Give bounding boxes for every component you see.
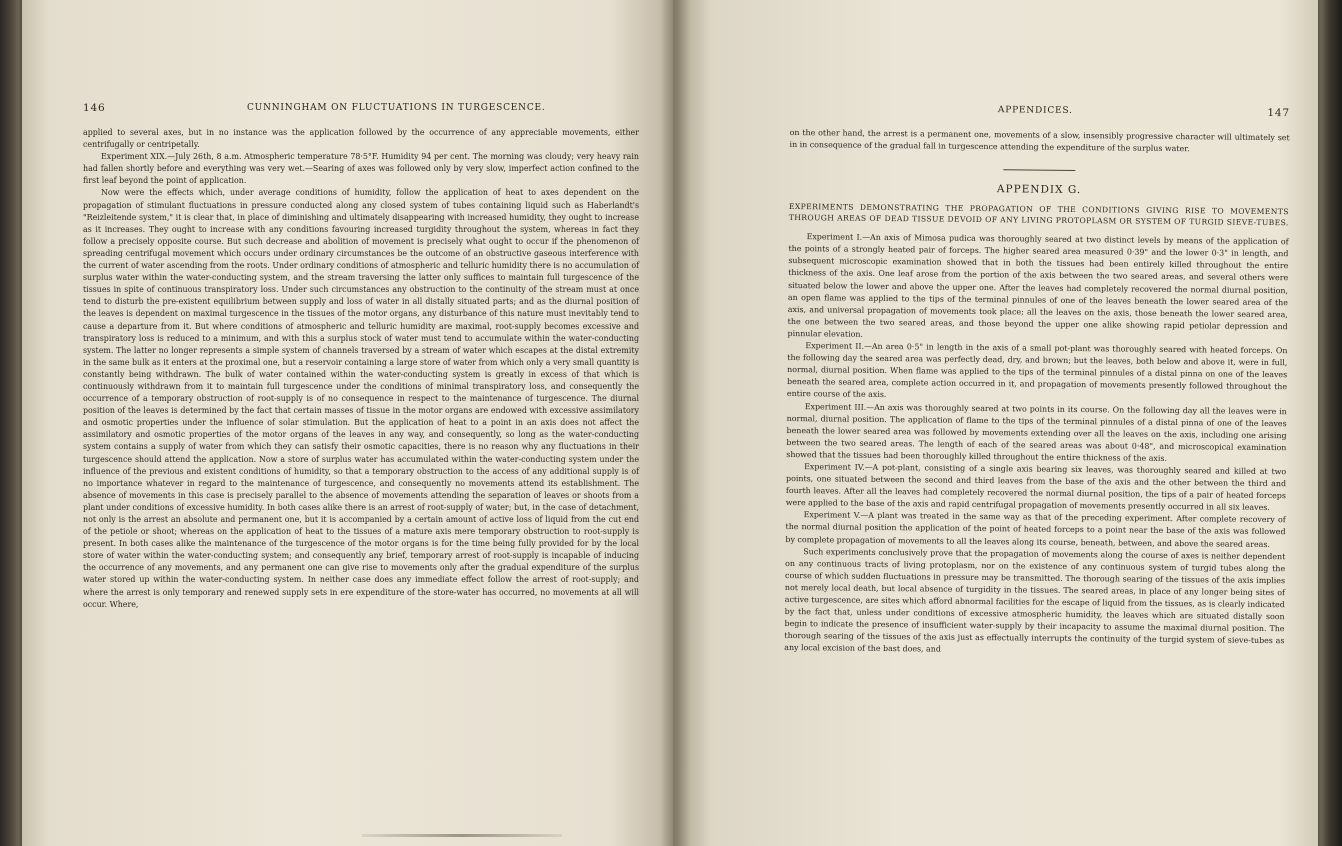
- section-divider-rule: [1003, 169, 1075, 171]
- right-page-edges: [1314, 0, 1342, 846]
- left-running-header: [83, 103, 639, 117]
- appendix-heading: APPENDIX G.: [996, 183, 1082, 197]
- left-running-title: CUNNINGHAM ON FLUCTUATIONS IN TURGESCENCE.: [247, 103, 546, 113]
- appendix-subheading: EXPERIMENTS DEMONSTRATING THE PROPAGATION OF THE CONDITIONS GIVING RISE TO MOVEMENTS THROUGH AREAS OF DEAD TISSUE DEVOID OF ANY LIVING PROTOPLASM OR SYSTEM OF TURGID SIEVE-TUBES.: [788, 202, 1289, 228]
- left-paragraph: applied to several axes, but in no instance was the application followed by the occurrence of any appreciable movements, either centrifugally or centripetally.: [83, 128, 639, 150]
- left-paragraph: Now were the effects which, under average conditions of humidity, follow the application of heat to axes dependent on the propagation of stimulant fluctuations in pressure conducted along any closed system of tubes containing liquid such as Haberlandt's "Reizleitende system," it is clear that, in place of diminishing and ultimately disappearing with increased humidity, they ought to increase as it increases. They ought to increase with any conditions favouring increased turgidity throughout the system, whereas in fact they follow a precisely opposite course. But such decrease and abolition of movement is precisely what ought to occur if the phenomenon of spreading centrifugal movement which occurs under ordinary circumstances be the outcome of an obstructive gaseous interference with the current of water ascending from the roots. Under ordinary conditions of atmospheric and telluric humidity there is no accumulation of surplus water within the water-conducting system, and the stream traversing the latter only suffices to maintain full turgescence of the tissues in spite of continuous transpiratory loss. Under such circumstances any obstruction to the continuity of the stream must at once tend to disturb the pre-existent equilibrium between supply and loss of water in all distally situated parts; and as the diurnal position of the leaves is dependent on maximal turgescence in the tissues of the motor organs, any disturbance of this nature must inevitably tend to cause a departure from it. But where conditions of atmospheric and telluric humidity are maximal, root-supply becomes excessive and transpiratory loss is reduced to a minimum, and with this a surplus stock of water must tend to accumulate within the water-conducting system. The latter no longer represents a simple system of channels traversed by a stream of water which escapes at the distal extremity in the same bulk as it enters at the proximal one, but a reservoir containing a large store of water from which only a very small quantity is constantly being withdrawn. The bulk of water contained within the water-conducting system is greatly in excess of that which is continuously withdrawn from it to maintain full turgescence under the conditions of minimal transpiratory loss, and consequently the occurrence of a temporary obstruction of root-supply is of no consequence in respect to the maintenance of turgescence. The diurnal position of the leaves is determined by the fact that certain masses of tissue in the motor organs are endowed with excessive assimilatory and osmotic properties under the influence of solar stimulation. But the application of heat to a point in an axis does not affect the assimilatory and osmotic properties of the motor organs of the leaves in any way, and consequently, so long as the water-conducting system contains a supply of water from which they can satisfy their osmotic capacities, there is no reason why any fluctuations in their turgescence should attend the application. Now a store of surplus water has accumulated within the water-conducting system under the influence of the previous and existent conditions of humidity, so that a temporary obstruction to the access of any additional supply is of no importance whatever in regard to the maintenance of turgescence, and consequently no movements attend its establishment. The absence of movements in this case is precisely parallel to the absence of movements attending the separation of leaves or shoots from a plant under conditions of excessive humidity. In both cases alike there is an arrest of root-supply of water; but, in the case of detachment, not only is the arrest an absolute and permanent one, but it is accompanied by a certain amount of active loss of liquid from the cut end of the petiole or shoot; whereas on the application of heat to the tissues of a mature axis mere temporary obstruction to root-supply is present. In both cases alike the maintenance of the turgescence of the motor organs is for the time being fully provided for by the local store of water within the water-conducting system; and consequently any brief, temporary arrest of root-supply is incapable of inducing the occurrence of any movements, and any permanent one can give rise to movements only after the gradual expenditure of the surplus water stored up within the water-conducting system. In neither case does any immediate effect follow the arrest of root-supply; and where the arrest is only temporary and renewed supply sets in ere expenditure of the store-water has occurred, no movements at all will occur. Where,: [83, 188, 639, 609]
- book-gutter-shadow: [660, 0, 690, 846]
- scan-artifact: [362, 834, 562, 837]
- left-text-column: [83, 103, 639, 611]
- right-paragraph: Such experiments conclusively prove that the propagation of movements along the course of axes is neither dependent on any continuous tracts of living protoplasm, nor on the existence of any continuous system of turgid tubes along the course of which sudden fluctuations in pressure may be transmitted. The thorough searing of the tissues of the axis implies not merely local death, but local absence of turgidity in the tissues. The seared areas, in place of any longer being sites of active turgescence, are sites which afford abnormal facilities for the escape of liquid from the tissues, as is clearly indicated by the fact that, unless under conditions of excessive atmospheric humidity, the leaves which are situated distally soon begin to indicate the presence of insufficient water-supply by their incapacity to assume the maximal diurnal position. The thorough searing of the tissues of the axis just as effectually interrupts the continuity of the turgid system of sieve-tubes as any local excision of the bast does, and: [784, 546, 1286, 654]
- left-paragraph: Experiment XIX.—July 26th, 8 a.m. Atmospheric temperature 78·5°F. Humidity 94 per cent. The morning was cloudy; very heavy rain had fallen shortly before and everything was very wet.—Searing of axes was followed only by very slow, imperfect action confined to the first leaf beyond the point of application.: [83, 152, 639, 186]
- right-paragraph: Experiment II.—An area 0·5" in length in the axis of a small pot-plant was thoroughly seared with heated forceps. On the following day the seared area was perfectly dead, dry, and brown; but the leaves, both below and above it, were in full, normal, diurnal position. When flame was applied to the tips of the terminal pinnules of a distal pinna on one of the leaves beneath the seared area, complete action occurred in it, and propagation of movements presently followed throughout the entire course of the axis.: [786, 341, 1288, 400]
- right-page-number: 147: [1267, 107, 1290, 120]
- left-page: [22, 0, 673, 846]
- left-page-number: 146: [83, 102, 106, 114]
- right-paragraph: Experiment IV.—A pot-plant, consisting of a single axis bearing six leaves, was thoroughly seared and killed at two points, one situated between the second and third leaves from the base of the axis and the other between the third and fourth leaves. After all the leaves had completely recovered the normal diurnal position, the tips of a pair of heated forceps were applied to the base of the axis and rapid centrifugal propagation of movements presently occurred in all six leaves.: [785, 462, 1287, 513]
- right-opening-paragraph: on the other hand, the arrest is a permanent one, movements of a slow, insensibly progressive character will ultimately set in in consequence of the gradual fall in turgescence attending the expenditure of the surplus water.: [789, 127, 1290, 154]
- right-paragraph: Experiment V.—A plant was treated in the same way as that of the preceding experiment. After complete recovery of the normal diurnal position the application of the point of heated forceps to a point near the base of the axis was followed by complete propagation of movements to all the leaves along its course, beneath, between, and above the seared areas.: [785, 510, 1286, 549]
- right-page: [673, 0, 1318, 846]
- right-running-header: [790, 103, 1290, 122]
- right-running-title: APPENDICES.: [997, 105, 1073, 116]
- right-text-column: [784, 103, 1290, 660]
- right-paragraph: Experiment I.—An axis of Mimosa pudica was thoroughly seared at two distinct levels by means of the application of the points of a strongly heated pair of forceps. The higher seared area measured 0·39" and the lower 0·3" in length, and subsequent microscopic examination showed that in both the tissues had been entirely killed throughout the entire thickness of the axis. One leaf arose from the portion of the axis between the two seared areas, and several others were situated below the lower and above the upper one. After the leaves had completely recovered the normal diurnal position, an open flame was applied to the tips of the terminal pinnules of one of the leaves beneath the lower seared area of the axis, and universal propagation of movements took place; all the leaves on the axis, those beneath the lower seared area, the one between the two seared areas, and those beyond the upper one alike showing rapid petiolar depression and pinnular elevation.: [787, 232, 1289, 339]
- right-paragraph: Experiment III.—An axis was thoroughly seared at two points in its course. On the following day all the leaves were in normal, diurnal position. The application of flame to the tips of the terminal pinnules of a distal pinna of one of the leaves beneath the lower seared area was followed by movements extending over all the leaves on the axis, including one arising between the two seared areas. The length of each of the seared areas was about 0·48", and microscopical examination showed that the tissues had been thoroughly killed throughout the entire thickness of the axis.: [786, 401, 1287, 463]
